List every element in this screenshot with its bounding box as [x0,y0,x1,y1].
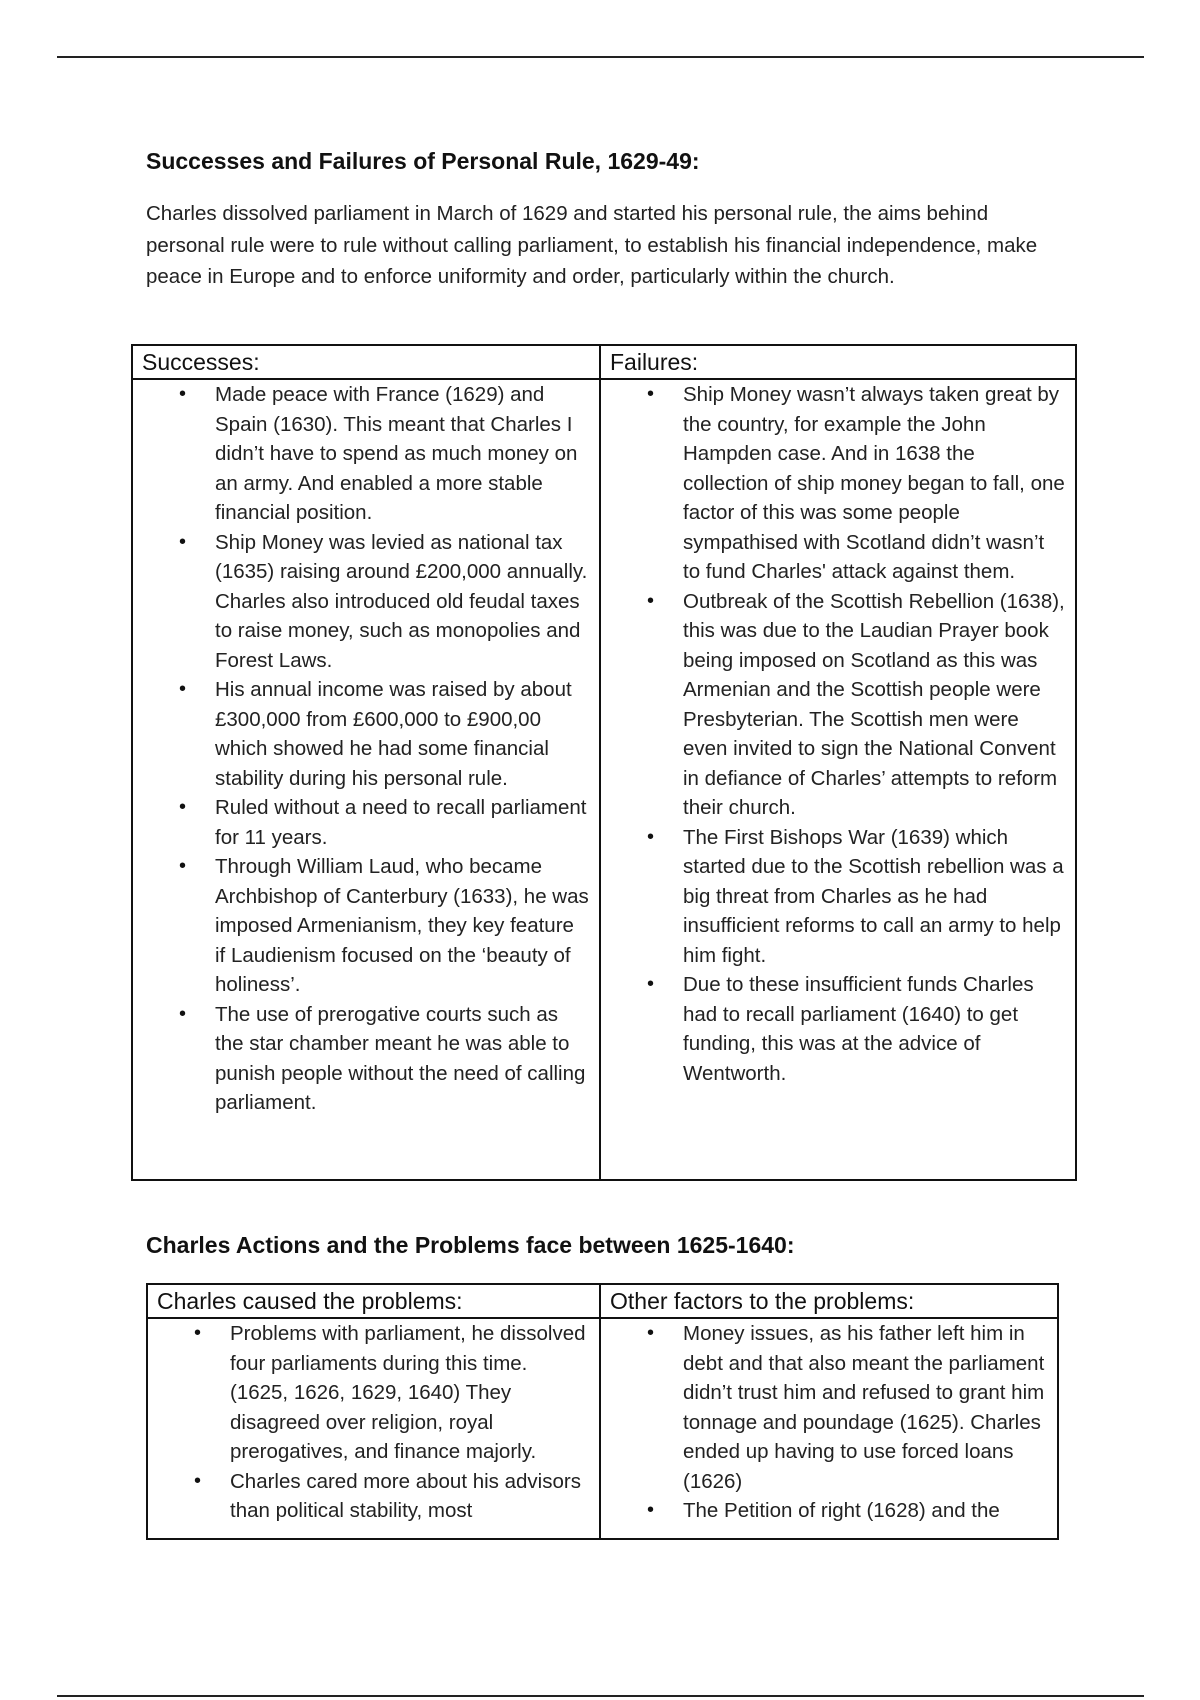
list-item: • Money issues, as his father left him in debt and that also meant the parliament didn’t trust him and refused to grant him tonnage and poundage (1625). Charles ended up having to use forced loans (1626) [683,1319,1047,1496]
failures-cell [600,379,1076,1180]
successes-failures-table [131,344,1077,1181]
list-item: • Ship Money was levied as national tax (1635) raising around £200,000 annually. Charles also introduced old feudal taxes to raise money, such as monopolies and Forest Laws. [215,528,589,676]
list-item: • Through William Laud, who became Archbishop of Canterbury (1633), he was imposed Armenianism, they key feature if Laudienism focused on the ‘beauty of holiness’. [215,852,589,1000]
section-1-heading: Successes and Failures of Personal Rule, 1629-49: [146,148,700,174]
list-item: • His annual income was raised by about £300,000 from £600,000 to £900,00 which showed he had some financial stability during his personal rule. [215,675,589,793]
list-item: • Outbreak of the Scottish Rebellion (1638), this was due to the Laudian Prayer book being imposed on Scotland as this was Armenian and the Scottish people were Presbyterian. The Scottish men were even invited to sign the National Convent in defiance of Charles’ attempts to reform their church. [683,587,1065,823]
list-item: • The use of prerogative courts such as the star chamber meant he was able to punish people without the need of calling parliament. [215,1000,589,1118]
successes-header: Successes: [132,345,600,379]
list-item: • Made peace with France (1629) and Spain (1630). This meant that Charles I didn’t have to spend as much money on an army. And enabled a more stable financial position. [215,380,589,528]
list-item: • Ship Money wasn’t always taken great by the country, for example the John Hampden case. And in 1638 the collection of ship money began to fall, one factor of this was some people sympathised with Scotland didn’t wasn’t to fund Charles' attack against them. [683,380,1065,587]
page-top-rule [57,56,1144,58]
successes-list [133,380,599,1118]
other-factors-header: Other factors to the problems: [600,1284,1058,1318]
charles-caused-list [148,1319,599,1526]
failures-header: Failures: [600,345,1076,379]
list-item: • Charles cared more about his advisors than political stability, most [230,1467,589,1526]
successes-cell [132,379,600,1180]
other-factors-list [601,1319,1057,1526]
list-item: • Problems with parliament, he dissolved four parliaments during this time. (1625, 1626, 1629, 1640) They disagreed over religion, royal prerogatives, and finance majorly. [230,1319,589,1467]
page-bottom-rule [57,1695,1144,1697]
section-1-intro: Charles dissolved parliament in March of 1629 and started his personal rule, the aims behind personal rule were to rule without calling parliament, to establish his financial independence, make peace in Europe and to enforce uniformity and order, particularly within the church. [146,202,1038,288]
failures-list [601,380,1075,1088]
charles-caused-header: Charles caused the problems: [147,1284,600,1318]
section-2-heading: Charles Actions and the Problems face between 1625-1640: [146,1232,795,1258]
list-item: • The Petition of right (1628) and the [683,1496,1047,1526]
charles-caused-cell [147,1318,600,1539]
list-item: • Due to these insufficient funds Charles had to recall parliament (1640) to get funding, this was at the advice of Wentworth. [683,970,1065,1088]
problems-table [146,1283,1059,1540]
other-factors-cell [600,1318,1058,1539]
list-item: • Ruled without a need to recall parliament for 11 years. [215,793,589,852]
list-item: • The First Bishops War (1639) which started due to the Scottish rebellion was a big threat from Charles as he had insufficient reforms to call an army to help him fight. [683,823,1065,971]
